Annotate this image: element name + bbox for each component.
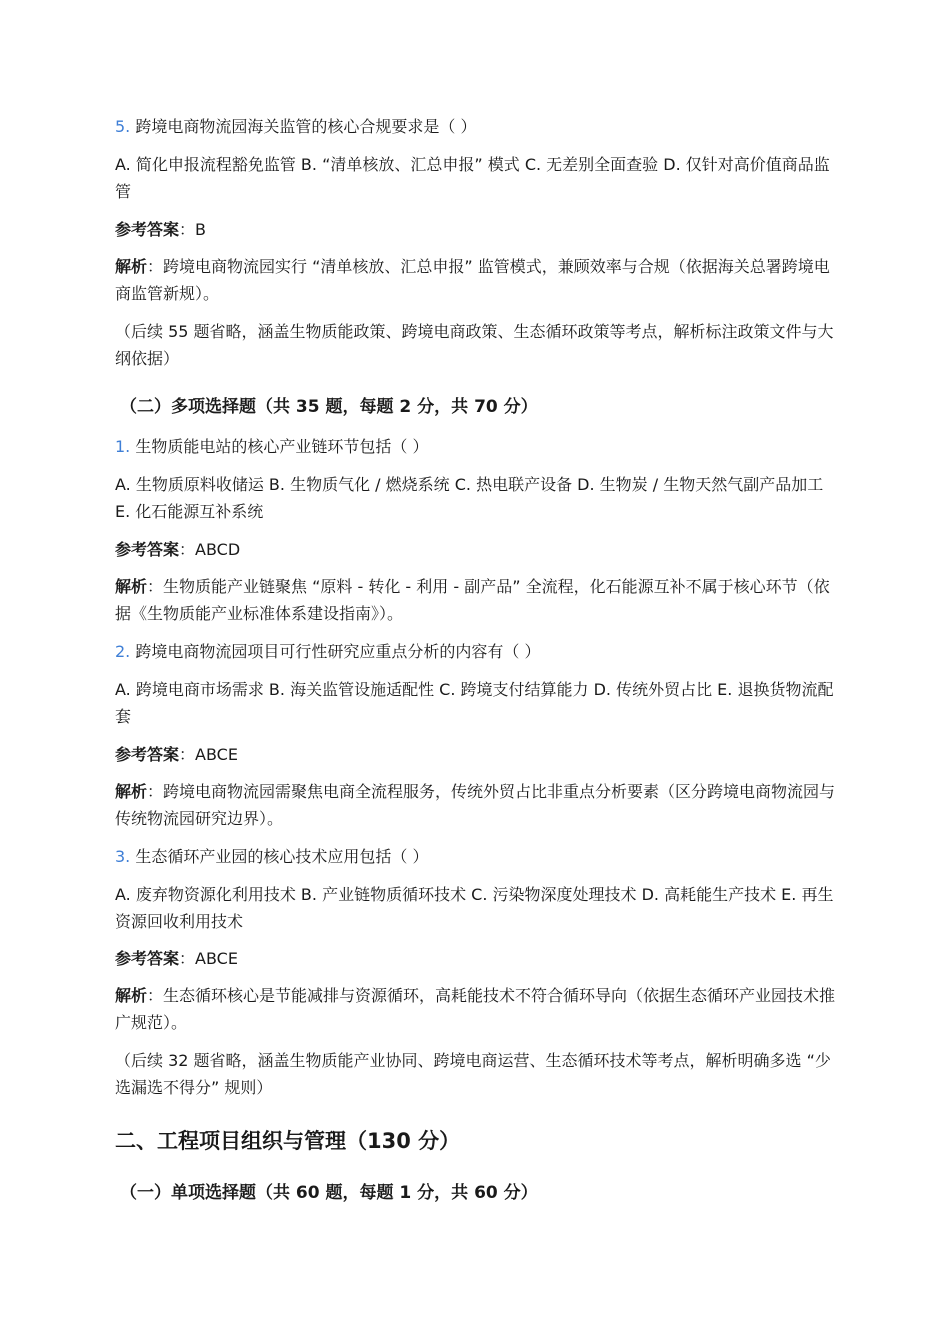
question-number: 2. — [115, 642, 131, 661]
answer-value: ：ABCE — [179, 745, 238, 764]
multi-question-1 — [115, 433, 837, 460]
multi-question-3 — [115, 843, 837, 870]
answer-label: 参考答案 — [115, 540, 180, 559]
analysis-text: ：生态循环核心是节能减排与资源循环，高耗能技术不符合循环导向（依据生态循环产业园技术推广规范）。 — [115, 986, 836, 1032]
question-5-analysis — [115, 253, 837, 307]
multi-question-2-answer — [115, 741, 837, 768]
analysis-text: ：跨境电商物流园实行 “清单核放、汇总申报” 监管模式，兼顾效率与合规（依据海关总署跨境电商监管新规）。 — [115, 257, 830, 303]
answer-value: ：ABCE — [179, 949, 238, 968]
question-5 — [115, 113, 837, 140]
analysis-text: ：生物质能产业链聚焦 “原料 - 转化 - 利用 - 副产品” 全流程，化石能源互补不属于核心环节（依据《生物质能产业标准体系建设指南》）。 — [115, 577, 830, 623]
answer-label: 参考答案 — [115, 220, 180, 239]
question-number: 1. — [115, 437, 131, 456]
omitted-note-2: （后续 32 题省略，涵盖生物质能产业协同、跨境电商运营、生态循环技术等考点，解析明确多选 “少选漏选不得分” 规则） — [115, 1051, 831, 1097]
single-choice-heading: （一）单项选择题（共 60 题，每题 1 分，共 60 分） — [120, 1183, 538, 1203]
question-number: 3. — [115, 847, 131, 866]
answer-value: ：B — [179, 220, 206, 239]
multi-question-2 — [115, 638, 837, 665]
analysis-label: 解析 — [115, 257, 148, 276]
answer-label: 参考答案 — [115, 949, 180, 968]
multi-question-1-answer — [115, 536, 837, 563]
analysis-label: 解析 — [115, 577, 148, 596]
analysis-label: 解析 — [115, 782, 148, 801]
multi-question-3-answer — [115, 945, 837, 972]
multi-question-3-analysis — [115, 982, 837, 1036]
question-5-options: A. 简化申报流程豁免监管 B. “清单核放、汇总申报” 模式 C. 无差别全面查验 D. 仅针对高价值商品监管 — [115, 155, 830, 201]
answer-value: ：ABCD — [179, 540, 241, 559]
answer-label: 参考答案 — [115, 745, 180, 764]
multi-question-3-options: A. 废弃物资源化利用技术 B. 产业链物质循环技术 C. 污染物深度处理技术 D. 高耗能生产技术 E. 再生资源回收利用技术 — [115, 885, 834, 931]
analysis-label: 解析 — [115, 986, 148, 1005]
section-heading: 二、工程项目组织与管理（130 分） — [115, 1129, 461, 1153]
question-text: 跨境电商物流园海关监管的核心合规要求是（ ） — [135, 117, 477, 136]
multi-question-2-options: A. 跨境电商市场需求 B. 海关监管设施适配性 C. 跨境支付结算能力 D. 传统外贸占比 E. 退换货物流配套 — [115, 680, 834, 726]
analysis-text: ：跨境电商物流园需聚焦电商全流程服务，传统外贸占比非重点分析要素（区分跨境电商物流园与传统物流园研究边界）。 — [115, 782, 836, 828]
multi-choice-heading: （二）多项选择题（共 35 题，每题 2 分，共 70 分） — [120, 397, 538, 417]
question-text: 生物质能电站的核心产业链环节包括（ ） — [135, 437, 429, 456]
question-5-answer — [115, 216, 837, 243]
question-number: 5. — [115, 117, 131, 136]
omitted-note-1: （后续 55 题省略，涵盖生物质能政策、跨境电商政策、生态循环政策等考点，解析标注政策文件与大纲依据） — [115, 322, 834, 368]
multi-question-1-options: A. 生物质原料收储运 B. 生物质气化 / 燃烧系统 C. 热电联产设备 D. 生物炭 / 生物天然气副产品加工 E. 化石能源互补系统 — [115, 475, 824, 521]
multi-question-2-analysis — [115, 778, 837, 832]
multi-question-1-analysis — [115, 573, 837, 627]
question-text: 生态循环产业园的核心技术应用包括（ ） — [135, 847, 429, 866]
question-text: 跨境电商物流园项目可行性研究应重点分析的内容有（ ） — [135, 642, 541, 661]
